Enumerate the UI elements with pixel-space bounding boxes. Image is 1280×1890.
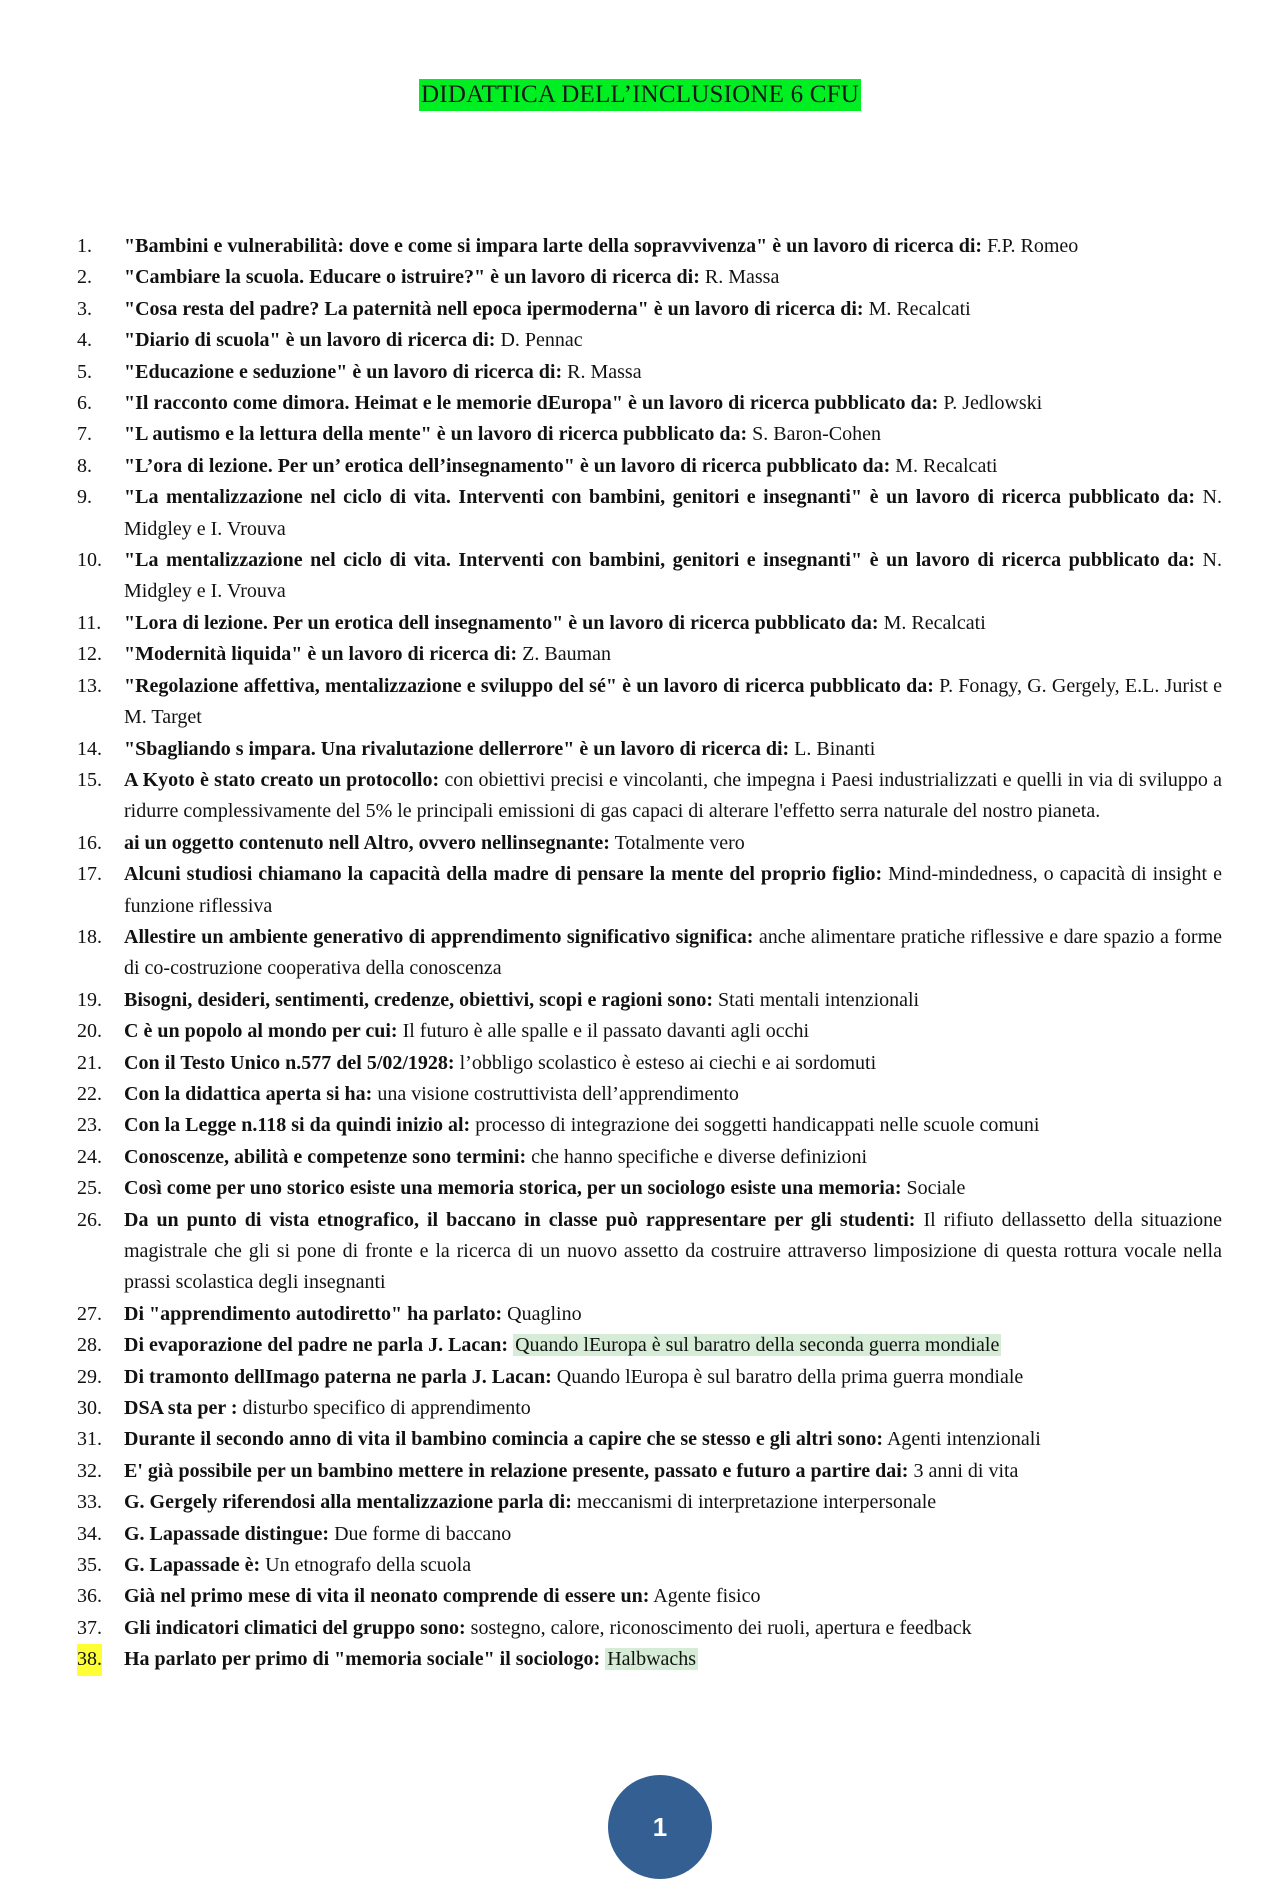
answer-text: meccanismi di interpretazione interpersonale: [576, 1491, 937, 1514]
answer-text: Halbwachs: [607, 1648, 697, 1671]
item-number: 9.: [77, 486, 92, 509]
list-item: [0, 451, 1280, 482]
list-item: [0, 1205, 1280, 1299]
list-item: [0, 1424, 1280, 1455]
question-text: "Diario di scuola" è un lavoro di ricerca di:: [124, 329, 496, 352]
list-item: [0, 325, 1280, 356]
answer-text: Un etnografo della scuola: [265, 1554, 472, 1577]
item-number: 18.: [77, 925, 102, 948]
answer-text: Agenti intenzionali: [886, 1428, 1041, 1451]
item-number: 29.: [77, 1365, 102, 1388]
question-text: Di evaporazione del padre ne parla J. Lacan:: [124, 1334, 509, 1357]
list-item: [0, 1581, 1280, 1612]
question-text: "La mentalizzazione nel ciclo di vita. Interventi con bambini, genitori e insegnanti" è un lavoro di ricerca pubblicato da:: [124, 549, 1196, 572]
answer-text: Z. Bauman: [522, 643, 612, 666]
answer-text: processo di integrazione dei soggetti handicappati nelle scuole comuni: [475, 1114, 1040, 1137]
list-item: [0, 1110, 1280, 1141]
item-number: 32.: [77, 1459, 102, 1482]
list-item: [0, 388, 1280, 419]
item-number: 1.: [77, 235, 92, 257]
question-text: Allestire un ambiente generativo di apprendimento significativo significa:: [124, 925, 754, 948]
question-text: G. Lapassade distingue:: [124, 1522, 330, 1545]
item-number: 27.: [77, 1302, 102, 1325]
list-item: [0, 1487, 1280, 1518]
list-item: [0, 1393, 1280, 1424]
list-item: [0, 357, 1280, 388]
list-item: [0, 765, 1280, 828]
answer-text: 3 anni di vita: [913, 1459, 1019, 1482]
answer-text: l’obbligo scolastico è esteso ai ciechi e ai sordomuti: [459, 1051, 877, 1074]
list-item: [0, 1016, 1280, 1047]
list-item: [0, 922, 1280, 985]
question-text: "Cosa resta del padre? La paternità nell epoca ipermoderna" è un lavoro di ricerca di:: [124, 297, 864, 320]
question-text: Di "apprendimento autodiretto" ha parlato:: [124, 1302, 503, 1325]
answer-text: D. Pennac: [500, 329, 583, 352]
answer-text: una visione costruttivista dell’apprendimento: [377, 1082, 739, 1105]
list-item: [0, 294, 1280, 325]
question-text: Da un punto di vista etnografico, il baccano in classe può rappresentare per gli studenti:: [124, 1208, 916, 1231]
item-number: 36.: [77, 1585, 102, 1608]
question-text: G. Gergely riferendosi alla mentalizzazione parla di:: [124, 1491, 572, 1514]
question-text: "Educazione e seduzione" è un lavoro di ricerca di:: [124, 360, 563, 383]
answer-text: disturbo specifico di apprendimento: [242, 1397, 531, 1420]
answer-text: Quaglino: [507, 1302, 582, 1325]
item-number: 37.: [77, 1616, 102, 1639]
item-number: 34.: [77, 1522, 102, 1545]
list-item: [0, 262, 1280, 293]
question-text: DSA sta per :: [124, 1397, 238, 1420]
item-number: 10.: [77, 549, 102, 572]
question-text: C è un popolo al mondo per cui:: [124, 1020, 398, 1043]
answer-text: Il rifiuto dellassetto della situazione magistrale che gli si pone di fronte e la ricerca di un nuovo assetto da costruire attraverso limposizione di questa rottura vocale nella prassi scolastica degli insegnanti: [124, 1208, 1222, 1294]
question-text: G. Lapassade è:: [124, 1554, 261, 1577]
answer-text: anche alimentare pratiche riflessive e dare spazio a forme di co-costruzione cooperativa della conoscenza: [124, 925, 1223, 980]
answer-text: F.P. Romeo: [987, 235, 1079, 257]
list-item: [0, 859, 1280, 922]
question-text: E' già possibile per un bambino mettere in relazione presente, passato e futuro a partire dai:: [124, 1459, 909, 1482]
item-number: 3.: [77, 297, 92, 320]
question-text: Ha parlato per primo di "memoria sociale" il sociologo:: [124, 1648, 601, 1671]
item-number: 15.: [77, 768, 102, 791]
item-number: 8.: [77, 454, 92, 477]
item-number: 14.: [77, 737, 102, 760]
item-number: 2.: [77, 266, 92, 289]
item-number: 4.: [77, 329, 92, 352]
question-text: "Sbagliando s impara. Una rivalutazione dellerrore" è un lavoro di ricerca di:: [124, 737, 790, 760]
question-text: Già nel primo mese di vita il neonato comprende di essere un:: [124, 1585, 650, 1608]
item-number: 16.: [77, 831, 102, 854]
list-item: [0, 985, 1280, 1016]
item-number: 28.: [77, 1334, 102, 1357]
list-item: [0, 1299, 1280, 1330]
item-number: 35.: [77, 1554, 102, 1577]
list-item: [0, 1330, 1280, 1361]
answer-text: S. Baron-Cohen: [752, 423, 881, 446]
list-item: [0, 1362, 1280, 1393]
question-text: Di tramonto dellImago paterna ne parla J. Lacan:: [124, 1365, 552, 1388]
list-item: [0, 1079, 1280, 1110]
question-text: "La mentalizzazione nel ciclo di vita. Interventi con bambini, genitori e insegnanti" è un lavoro di ricerca pubblicato da:: [124, 486, 1196, 509]
item-number: 30.: [77, 1397, 102, 1420]
answer-text: Il futuro è alle spalle e il passato davanti agli occhi: [402, 1020, 810, 1043]
list-item: [0, 1550, 1280, 1581]
list-item: [0, 1644, 1280, 1675]
item-number: 24.: [77, 1145, 102, 1168]
question-text: Alcuni studiosi chiamano la capacità della madre di pensare la mente del proprio figlio:: [124, 863, 883, 886]
answer-text: M. Recalcati: [868, 297, 971, 320]
question-text: Con il Testo Unico n.577 del 5/02/1928:: [124, 1051, 455, 1074]
list-item: [0, 639, 1280, 670]
question-text: Gli indicatori climatici del gruppo sono:: [124, 1616, 466, 1639]
question-text: Così come per uno storico esiste una memoria storica, per un sociologo esiste una memoria:: [124, 1177, 902, 1200]
answer-text: che hanno specifiche e diverse definizioni: [531, 1145, 868, 1168]
question-text: "Regolazione affettiva, mentalizzazione e sviluppo del sé" è un lavoro di ricerca pubblicato da:: [124, 674, 934, 697]
question-list: [0, 231, 1280, 1676]
list-item: [0, 1613, 1280, 1644]
answer-text: P. Fonagy, G. Gergely, E.L. Jurist e M. Target: [124, 674, 1223, 729]
list-item: [0, 608, 1280, 639]
question-text: A Kyoto è stato creato un protocollo:: [124, 768, 440, 791]
list-item: [0, 1519, 1280, 1550]
list-item: [0, 231, 1280, 262]
item-number: 25.: [77, 1177, 102, 1200]
item-number: 12.: [77, 643, 102, 666]
item-number: 26.: [77, 1208, 102, 1231]
list-item: [0, 1048, 1280, 1079]
item-number: 11.: [77, 611, 102, 634]
answer-text: Mind-mindedness, o capacità di insight e funzione riflessiva: [124, 863, 1222, 917]
item-number: 33.: [77, 1491, 102, 1514]
answer-text: Agente fisico: [653, 1585, 761, 1608]
answer-text: Quando lEuropa è sul baratro della prima guerra mondiale: [556, 1365, 1024, 1388]
question-text: "Il racconto come dimora. Heimat e le memorie dEuropa" è un lavoro di ricerca pubblicato da:: [124, 392, 939, 415]
list-item: [0, 1456, 1280, 1487]
answer-text: sostegno, calore, riconoscimento dei ruoli, apertura e feedback: [470, 1616, 972, 1639]
list-item: [0, 828, 1280, 859]
answer-text: Due forme di baccano: [334, 1522, 512, 1545]
item-number: 19.: [77, 988, 102, 1011]
answer-text: Sociale: [906, 1177, 966, 1200]
answer-text: M. Recalcati: [883, 611, 986, 634]
answer-text: R. Massa: [567, 360, 642, 383]
item-number: 17.: [77, 863, 102, 886]
question-text: Conoscenze, abilità e competenze sono termini:: [124, 1145, 527, 1168]
item-number: 13.: [77, 674, 102, 697]
list-item: [0, 482, 1280, 545]
list-item: [0, 545, 1280, 608]
answer-text: con obiettivi precisi e vincolanti, che impegna i Paesi industrializzati e quelli in via di sviluppo a ridurre complessivamente del 5% le principali emissioni di gas capaci di alterare l'effetto serra naturale del nostro pianeta.: [124, 768, 1222, 823]
answer-text: Stati mentali intenzionali: [718, 988, 920, 1011]
list-item: [0, 1142, 1280, 1173]
question-text: "Bambini e vulnerabilità: dove e come si impara larte della sopravvivenza" è un lavoro di ricerca di:: [124, 235, 983, 257]
answer-text: L. Binanti: [794, 737, 876, 760]
item-number: 5.: [77, 360, 92, 383]
question-text: Con la didattica aperta si ha:: [124, 1082, 373, 1105]
item-number: 20.: [77, 1020, 102, 1043]
answer-text: N. Midgley e I. Vrouva: [124, 549, 1222, 603]
answer-text: Quando lEuropa è sul baratro della seconda guerra mondiale: [515, 1334, 1000, 1357]
list-item: [0, 671, 1280, 734]
list-item: [0, 419, 1280, 450]
answer-text: R. Massa: [704, 266, 780, 289]
answer-text: P. Jedlowski: [943, 392, 1043, 415]
item-number: 31.: [77, 1428, 102, 1451]
item-number: 21.: [77, 1051, 102, 1074]
question-text: "Modernità liquida" è un lavoro di ricerca di:: [124, 643, 518, 666]
item-number: 7.: [77, 423, 92, 446]
question-text: "Lora di lezione. Per un erotica dell insegnamento" è un lavoro di ricerca pubblicato da:: [124, 611, 879, 634]
item-number: 22.: [77, 1082, 102, 1105]
question-text: "L autismo e la lettura della mente" è un lavoro di ricerca pubblicato da:: [124, 423, 748, 446]
page-title: DIDATTICA DELL’INCLUSIONE 6 CFU: [419, 79, 861, 111]
question-text: Durante il secondo anno di vita il bambino comincia a capire che se stesso e gli altri sono:: [124, 1428, 884, 1451]
question-text: Bisogni, desideri, sentimenti, credenze, obiettivi, scopi e ragioni sono:: [124, 988, 714, 1011]
question-text: "L’ora di lezione. Per un’ erotica dell’insegnamento" è un lavoro di ricerca pubblicato da:: [124, 454, 891, 477]
item-number: 38.: [77, 1644, 102, 1675]
question-text: ai un oggetto contenuto nell Altro, ovvero nellinsegnante:: [124, 831, 610, 854]
answer-text: N. Midgley e I. Vrouva: [124, 486, 1222, 540]
list-item: [0, 734, 1280, 765]
answer-text: M. Recalcati: [895, 454, 998, 477]
list-item: [0, 1173, 1280, 1204]
item-number: 23.: [77, 1114, 102, 1137]
answer-text: Totalmente vero: [614, 831, 745, 854]
question-text: "Cambiare la scuola. Educare o istruire?" è un lavoro di ricerca di:: [124, 266, 700, 289]
page-number-badge: 1: [608, 1775, 712, 1879]
question-text: Con la Legge n.118 si da quindi inizio al:: [124, 1114, 471, 1137]
item-number: 6.: [77, 392, 92, 415]
